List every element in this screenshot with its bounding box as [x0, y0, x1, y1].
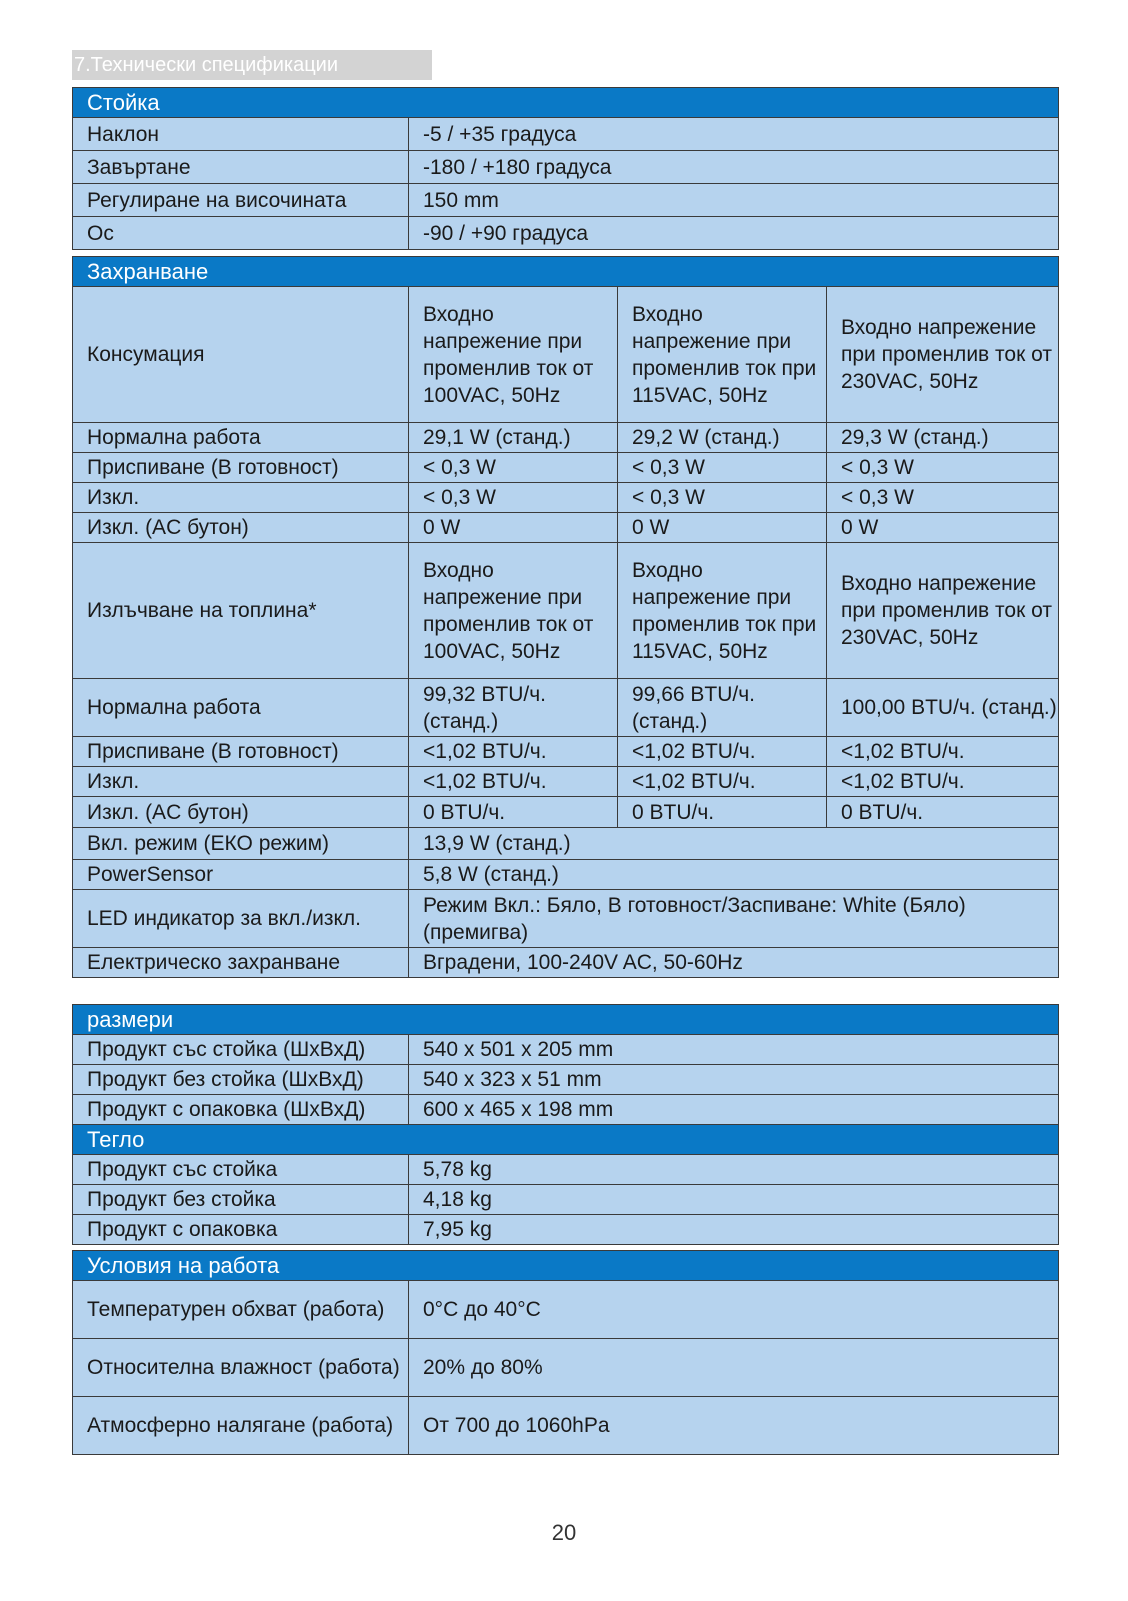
row-label: Наклон	[73, 118, 409, 151]
section-title: Тегло	[73, 1125, 1059, 1155]
row-value: -5 / +35 градуса	[409, 118, 1059, 151]
table-row	[73, 453, 1059, 483]
table-row	[73, 1155, 1059, 1185]
section-title: Условия на работа	[73, 1251, 1059, 1281]
row-value: 0°C до 40°C	[409, 1281, 1059, 1339]
row-value: 99,32 BTU/ч. (станд.)	[409, 679, 618, 737]
row-label: Завъртане	[73, 151, 409, 184]
row-value: 20% до 80%	[409, 1339, 1059, 1397]
page-number: 20	[551, 1520, 577, 1545]
row-label: Регулиране на височината	[73, 184, 409, 217]
table-row	[73, 483, 1059, 513]
row-value: 540 x 501 x 205 mm	[409, 1035, 1059, 1065]
row-label: Изкл.	[73, 483, 409, 513]
table-row	[73, 1065, 1059, 1095]
row-value: Режим Вкл.: Бяло, В готовност/Заспиване: White (Бяло) (премигва)	[409, 890, 1059, 948]
spec-table-stand-power	[72, 87, 1059, 978]
row-value: 99,66 BTU/ч. (станд.)	[618, 679, 827, 737]
row-label: Излъчване на топлина*	[73, 543, 409, 679]
row-value: 13,9 W (станд.)	[409, 828, 1059, 860]
table-row	[73, 118, 1059, 151]
table-row	[73, 287, 1059, 423]
table-row	[73, 1339, 1059, 1397]
row-value: <1,02 BTU/ч.	[409, 767, 618, 797]
row-value: От 700 до 1060hPa	[409, 1397, 1059, 1455]
row-value: 0 BTU/ч.	[409, 797, 618, 828]
row-label: PowerSensor	[73, 860, 409, 890]
row-value: -90 / +90 градуса	[409, 217, 1059, 250]
row-value: 0 BTU/ч.	[618, 797, 827, 828]
table-row	[73, 217, 1059, 250]
table-row	[73, 679, 1059, 737]
row-value: <1,02 BTU/ч.	[409, 737, 618, 767]
table-row	[73, 1035, 1059, 1065]
row-label: Изкл. (AC бутон)	[73, 797, 409, 828]
table-row	[73, 1281, 1059, 1339]
section-gap	[73, 250, 1059, 257]
row-label: Температурен обхват (работа)	[73, 1281, 409, 1339]
row-value: 600 x 465 x 198 mm	[409, 1095, 1059, 1125]
row-value: <1,02 BTU/ч.	[827, 737, 1059, 767]
row-label: Атмосферно налягане (работа)	[73, 1397, 409, 1455]
section-title: Стойка	[73, 88, 1059, 118]
row-value: 0 BTU/ч.	[827, 797, 1059, 828]
row-value: 29,1 W (станд.)	[409, 423, 618, 453]
table-row	[73, 543, 1059, 679]
row-value: 150 mm	[409, 184, 1059, 217]
table-row	[73, 184, 1059, 217]
table-row	[73, 797, 1059, 828]
spec-table-operating	[72, 1250, 1059, 1455]
table-row	[73, 1185, 1059, 1215]
column-header: Входно напрежение при променлив ток от 230VAC, 50Hz	[827, 287, 1059, 423]
section-header-stand	[73, 88, 1059, 118]
row-label: Продукт с опаковка (ШхВхД)	[73, 1095, 409, 1125]
row-value: 29,3 W (станд.)	[827, 423, 1059, 453]
row-label: Изкл. (AC бутон)	[73, 513, 409, 543]
section-header-dimensions	[73, 1005, 1059, 1035]
row-value: < 0,3 W	[618, 453, 827, 483]
row-value: 5,8 W (станд.)	[409, 860, 1059, 890]
row-label: Продукт без стойка	[73, 1185, 409, 1215]
column-header: Входно напрежение при променлив ток от 230VAC, 50Hz	[827, 543, 1059, 679]
row-label: Вкл. режим (ЕКО режим)	[73, 828, 409, 860]
row-label: Консумация	[73, 287, 409, 423]
row-value: 5,78 kg	[409, 1155, 1059, 1185]
row-value: 100,00 BTU/ч. (станд.)	[827, 679, 1059, 737]
row-label: Продукт с опаковка	[73, 1215, 409, 1245]
row-value: 0 W	[409, 513, 618, 543]
row-value: < 0,3 W	[409, 453, 618, 483]
row-label: Приспиване (В готовност)	[73, 737, 409, 767]
column-header: Входно напрежение при променлив ток от 100VAC, 50Hz	[409, 543, 618, 679]
row-value: 540 x 323 x 51 mm	[409, 1065, 1059, 1095]
section-header-power	[73, 257, 1059, 287]
row-value: < 0,3 W	[827, 453, 1059, 483]
row-value: <1,02 BTU/ч.	[618, 737, 827, 767]
row-value: 0 W	[618, 513, 827, 543]
row-label: Нормална работа	[73, 423, 409, 453]
row-value: 29,2 W (станд.)	[618, 423, 827, 453]
row-value: -180 / +180 градуса	[409, 151, 1059, 184]
table-row	[73, 767, 1059, 797]
table-row	[73, 948, 1059, 978]
section-title: размери	[73, 1005, 1059, 1035]
row-label: Приспиване (В готовност)	[73, 453, 409, 483]
row-value: 4,18 kg	[409, 1185, 1059, 1215]
row-value: 0 W	[827, 513, 1059, 543]
row-label: Продукт със стойка (ШхВхД)	[73, 1035, 409, 1065]
row-value: Вградени, 100-240V AC, 50-60Hz	[409, 948, 1059, 978]
table-row	[73, 1215, 1059, 1245]
row-label: Ос	[73, 217, 409, 250]
table-row	[73, 828, 1059, 860]
row-value: < 0,3 W	[409, 483, 618, 513]
row-label: Нормална работа	[73, 679, 409, 737]
column-header: Входно напрежение при променлив ток при 115VAC, 50Hz	[618, 287, 827, 423]
row-value: < 0,3 W	[618, 483, 827, 513]
row-label: Продукт без стойка (ШхВхД)	[73, 1065, 409, 1095]
section-header-operating	[73, 1251, 1059, 1281]
table-row	[73, 151, 1059, 184]
table-row	[73, 1095, 1059, 1125]
table-row	[73, 890, 1059, 948]
table-row	[73, 513, 1059, 543]
row-label: Изкл.	[73, 767, 409, 797]
row-label: Електрическо захранване	[73, 948, 409, 978]
section-header-weight	[73, 1125, 1059, 1155]
table-row	[73, 860, 1059, 890]
row-value: < 0,3 W	[827, 483, 1059, 513]
spec-table-dimensions-weight	[72, 1004, 1059, 1245]
row-value: <1,02 BTU/ч.	[827, 767, 1059, 797]
table-row	[73, 1397, 1059, 1455]
row-label: Продукт със стойка	[73, 1155, 409, 1185]
column-header: Входно напрежение при променлив ток от 100VAC, 50Hz	[409, 287, 618, 423]
section-title: Захранване	[73, 257, 1059, 287]
row-label: LED индикатор за вкл./изкл.	[73, 890, 409, 948]
table-row	[73, 423, 1059, 453]
column-header: Входно напрежение при променлив ток при 115VAC, 50Hz	[618, 543, 827, 679]
chapter-title: 7.Технически спецификации	[72, 50, 432, 80]
table-row	[73, 737, 1059, 767]
row-value: 7,95 kg	[409, 1215, 1059, 1245]
row-label: Относителна влажност (работа)	[73, 1339, 409, 1397]
row-value: <1,02 BTU/ч.	[618, 767, 827, 797]
